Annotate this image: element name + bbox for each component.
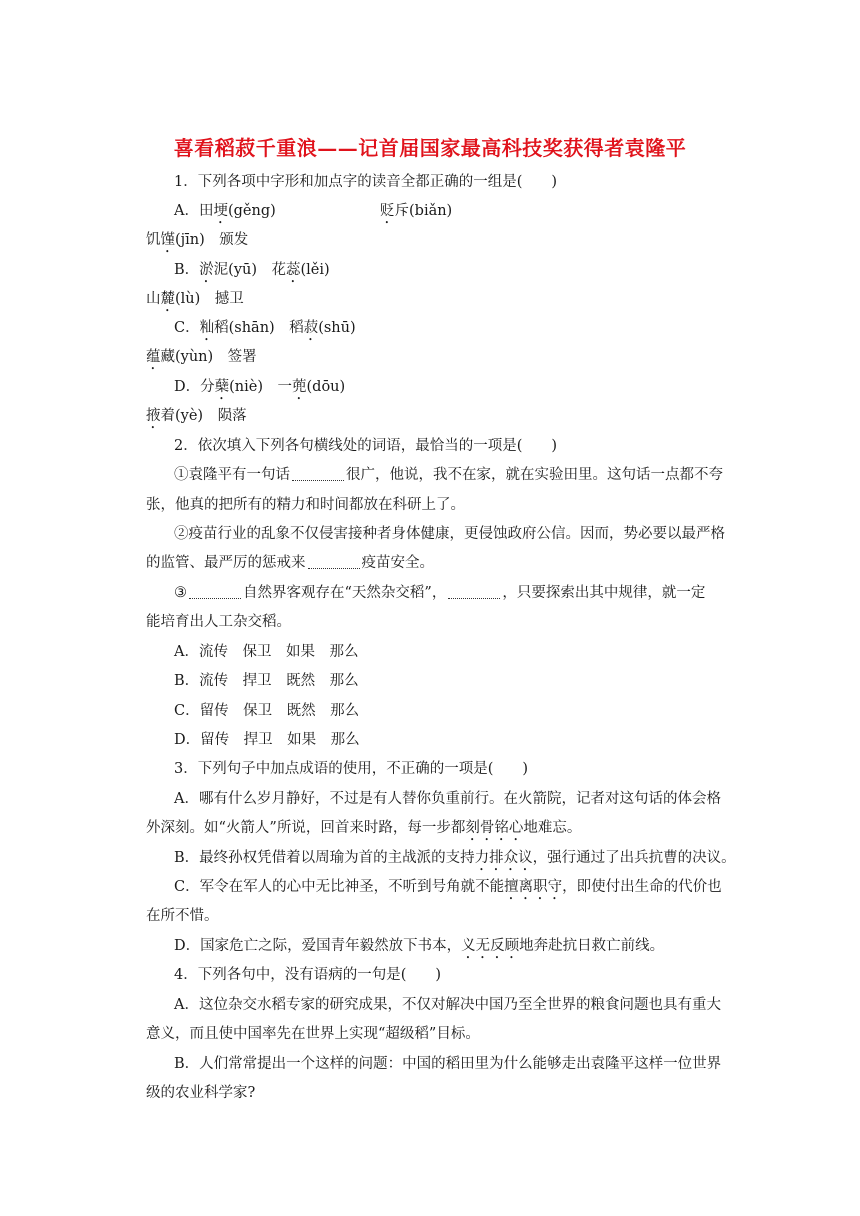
q1-option-b-line2: 山麓(lù) 撼卫 — [146, 291, 244, 307]
q2-option-b: B．流传 捍卫 既然 那么 — [174, 673, 359, 689]
q2-option-a: A．流传 保卫 如果 那么 — [174, 644, 359, 660]
q1-a-dotted-char-3: 馑 — [160, 232, 175, 248]
q1-option-a: A．田埂(gěng) — [174, 203, 276, 219]
q4-option-a-line2: 意义，而且使中国率先在世界上实现“超级稻”目标。 — [146, 1026, 480, 1042]
q1-option-a-line2: 饥馑(jīn) 颁发 — [146, 232, 249, 248]
q2-stem: 2．依次填入下列各句横线处的词语，最恰当的一项是( ) — [174, 438, 558, 454]
q4-option-b-line2: 级的农业科学家? — [146, 1085, 256, 1101]
q3-option-b: B．最终孙权凭借着以周瑜为首的主战派的支持力排众议，强行通过了出兵抗曹的决议。 — [174, 850, 736, 866]
q2-sentence-1-line2: 张，他真的把所有的精力和时间都放在科研上了。 — [146, 497, 465, 513]
q1-option-d-line2: 掖着(yè) 陨落 — [146, 408, 247, 424]
q1-c-dotted-char-2: 菽 — [303, 320, 319, 336]
q1-a-dotted-char-1: 埂 — [213, 203, 228, 219]
q2-sentence-3-line2: 能培育出人工杂交稻。 — [146, 614, 291, 630]
q1-stem: 1．下列各项中字形和加点字的读音全都正确的一组是( ) — [174, 174, 558, 190]
q1-c-dotted-char-1: 籼 — [199, 320, 215, 336]
q1-b-dotted-char-1: 淤 — [199, 262, 214, 278]
q3-option-a: A．哪有什么岁月静好，不过是有人替你负重前行。在火箭院，记者对这句话的体会格 — [174, 791, 721, 807]
q1-option-a-part2: 贬斥(biǎn) — [380, 203, 453, 219]
q3-stem: 3．下列句子中加点成语的使用，不正确的一项是( ) — [174, 761, 529, 777]
q1-option-d: D．分蘖(niè) 一蔸(dōu) — [174, 379, 346, 395]
fill-blank — [448, 584, 500, 599]
q1-c-dotted-char-3: 蕴 — [146, 349, 161, 365]
q1-option-b: B．淤泥(yū) 花蕊(lěi) — [174, 262, 330, 278]
q1-d-dotted-char-2: 蔸 — [292, 379, 307, 395]
q2-sentence-3: ③ 自然界客观存在“天然杂交稻”， ，只要探索出其中规律，就一定 — [174, 585, 706, 601]
fill-blank — [308, 554, 360, 569]
q2-sentence-2: ②疫苗行业的乱象不仅侵害接种者身体健康，更侵蚀政府公信。因而，势必要以最严格 — [174, 526, 725, 542]
q4-option-b: B．人们常常提出一个这样的问题：中国的稻田里为什么能够走出袁隆平这样一位世界 — [174, 1056, 722, 1072]
dotted-idiom: 力排众议 — [474, 850, 533, 866]
q3-option-d: D．国家危亡之际，爱国青年毅然放下书本，义无反顾地奔赴抗日救亡前线。 — [174, 938, 665, 954]
q1-b-dotted-char-3: 麓 — [160, 291, 175, 307]
q3-option-a-line2: 外深刻。如“火箭人”所说，回首来时路，每一步都刻骨铭心地难忘。 — [146, 820, 582, 836]
q2-sentence-2-line2: 的监管、最严厉的惩戒来 疫苗安全。 — [146, 555, 434, 571]
dotted-idiom: 刻骨铭心 — [465, 820, 524, 836]
q1-option-c-line2: 蕴藏(yùn) 签署 — [146, 349, 257, 365]
q4-stem: 4．下列各句中，没有语病的一句是( ) — [174, 967, 442, 983]
q2-option-c: C．留传 保卫 既然 那么 — [174, 703, 360, 719]
q2-option-d: D．留传 捍卫 如果 那么 — [174, 732, 360, 748]
q3-option-c: C．军令在军人的心中无比神圣，不听到号角就不能擅离职守，即使付出生命的代价也 — [174, 879, 722, 895]
q2-sentence-1: ①袁隆平有一句话 很广，他说，我不在家，就在实验田里。这句话一点都不夸 — [174, 467, 723, 483]
q4-option-a: A．这位杂交水稻专家的研究成果，不仅对解决中国乃至全世界的粮食问题也具有重大 — [174, 997, 721, 1013]
dotted-idiom: 义无反顾 — [461, 938, 520, 954]
document-title: 喜看稻菽千重浪——记首届国家最高科技奖获得者袁隆平 — [173, 136, 687, 160]
q1-a-dotted-char-2: 贬 — [380, 203, 395, 219]
q1-d-dotted-char-1: 蘖 — [214, 379, 230, 395]
fill-blank — [189, 584, 241, 599]
fill-blank — [292, 466, 344, 481]
q3-option-c-line2: 在所不惜。 — [146, 908, 219, 924]
q1-b-dotted-char-2: 蕊 — [286, 262, 301, 278]
q1-d-dotted-char-3: 掖 — [146, 408, 161, 424]
dotted-idiom: 擅离职守 — [504, 879, 563, 895]
q1-option-c: C．籼稻(shān) 稻菽(shū) — [174, 320, 356, 336]
